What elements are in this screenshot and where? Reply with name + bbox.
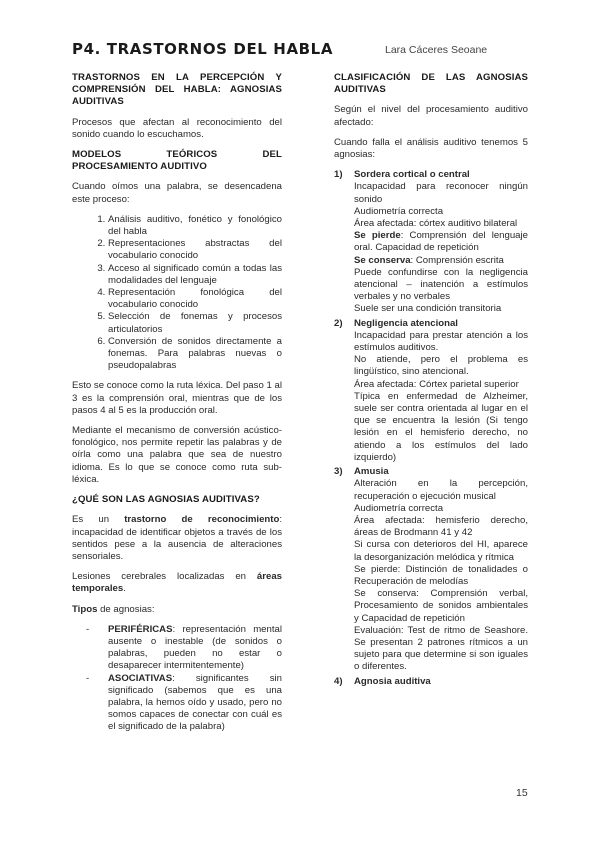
process-step: 6. Conversión de sonidos directamente a fonemas. Para palabras nuevas o pseudopalabras bbox=[108, 336, 282, 373]
agnosia-line: Si cursa con deterioros del HI, aparece la desorganización melódica y rítmica bbox=[354, 539, 528, 563]
agnosia-title: Amusia bbox=[354, 466, 389, 478]
lesion-post: . bbox=[123, 583, 126, 595]
agnosia-line: Alteración en la percepción, recuperación o ejecución musical bbox=[354, 478, 528, 502]
agnosia-keep bbox=[354, 255, 528, 267]
process-step: 4. Representación fonológica del vocabulario conocido bbox=[108, 287, 282, 311]
sublexical-route-paragraph: Mediante el mecanismo de conversión acústico-fonológico, nos permite repetir las palabras y de oírla como una palabra que sea de nuestro idioma. Es lo que se conoce como ruta sub-léxica. bbox=[72, 425, 282, 485]
process-step: 1. Análisis auditivo, fonético y fonológico del habla bbox=[108, 214, 282, 238]
page-header-author: Lara Cáceres Seoane bbox=[385, 44, 488, 56]
types-label: Tipos bbox=[72, 603, 98, 615]
agnosia-line: Suele ser una condición transitoria bbox=[354, 303, 502, 315]
agnosia-item-negligence bbox=[334, 318, 528, 464]
right-column bbox=[334, 72, 528, 690]
lose-label: Se pierde bbox=[354, 230, 401, 242]
classification-paragraph-1: Según el nivel del procesamiento auditivo afectado: bbox=[334, 104, 528, 128]
agnosia-types-list bbox=[72, 624, 282, 734]
agnosia-title: Sordera cortical o central bbox=[354, 169, 470, 181]
lexical-route-paragraph: Esto se conoce como la ruta léxica. Del paso 1 al 3 es la comprensión oral, mientras que de los pasos 4 al 5 es la producción oral. bbox=[72, 380, 282, 416]
page-header-title: P4. TRASTORNOS DEL HABLA bbox=[72, 40, 334, 58]
agnosia-line: Área afectada: hemisferio derecho, áreas de Brodmann 41 y 42 bbox=[354, 514, 528, 539]
section-heading-models: MODELOS TEÓRICOS DEL PROCESAMIENTO AUDITIVO bbox=[72, 149, 282, 173]
agnosia-line: Puede confundirse con la negligencia atencional – inatención a estímulos verbales y no verbales bbox=[354, 266, 528, 303]
section-heading-classification: CLASIFICACIÓN DE LAS AGNOSIAS AUDITIVAS bbox=[334, 72, 528, 96]
agnosia-number: 1) bbox=[334, 169, 343, 181]
lesion-area: áreas temporales bbox=[72, 571, 282, 595]
section-heading-agnosias: TRASTORNOS EN LA PERCEPCIÓN Y COMPRENSIÓN DEL HABLA: AGNOSIAS AUDITIVAS bbox=[72, 72, 282, 108]
agnosia-item-amusia bbox=[334, 466, 528, 673]
agnosia-line: Área afectada: córtex auditivo bilateral bbox=[354, 218, 518, 230]
process-step: 3. Acceso al significado común a todas las modalidades del lenguaje bbox=[108, 263, 282, 287]
agnosia-type-name: PERIFÉRICAS bbox=[108, 623, 173, 635]
lose-text: : Comprensión del lenguaje oral. Capacidad de repetición bbox=[354, 230, 528, 254]
agnosia-line: Evaluación: Test de ritmo de Seashore. Se presentan 2 patrones rítmicos a un sujeto para que determine si son iguales o diferentes. bbox=[354, 624, 528, 673]
page-number: 15 bbox=[516, 787, 528, 799]
agnosia-classification-list bbox=[334, 169, 528, 688]
agnosia-number: 4) bbox=[334, 675, 343, 687]
agnosia-type-item bbox=[86, 673, 282, 734]
process-step: 2. Representaciones abstractas del vocabulario conocido bbox=[108, 238, 282, 262]
agnosia-line: Se conserva: Comprensión verbal, Procesamiento de sonidos ambientales y Capacidad de repetición bbox=[354, 588, 528, 624]
types-intro bbox=[72, 604, 282, 616]
agnosia-line: Audiometría correcta bbox=[354, 502, 444, 514]
agnosia-title: Negligencia atencional bbox=[354, 317, 458, 329]
agnosia-line: Incapacidad para reconocer ningún sonido bbox=[354, 181, 528, 205]
definition-pre: Es un bbox=[72, 514, 125, 526]
agnosia-type-desc: : representación mental ausente o inestable (de sonidos o palabras, pueden no estar o desaparecer intermitentemente) bbox=[108, 623, 282, 672]
process-step: 5. Selección de fonemas y procesos articulatorios bbox=[108, 311, 282, 335]
lesion-pre: Lesiones cerebrales localizadas en bbox=[72, 571, 257, 583]
agnosia-item-auditory bbox=[334, 676, 528, 688]
keep-text: : Comprensión escrita bbox=[410, 254, 504, 266]
agnosia-type-name: ASOCIATIVAS bbox=[108, 672, 173, 684]
keep-label: Se conserva bbox=[354, 254, 411, 266]
agnosia-type-item bbox=[86, 624, 282, 673]
agnosia-line: Típica en enfermedad de Alzheimer, suele ser contra orientada al lugar en el que se encuentra la lesión (Si tengo lesión en el hemisferio derecho, no atiendo a los estímulos del lado izquierdo) bbox=[354, 390, 528, 463]
definition-post: : incapacidad de identificar objetos a través de los sentidos pese a la ausencia de alteraciones sensoriales. bbox=[72, 514, 282, 562]
agnosia-line: Área afectada: Córtex parietal superior bbox=[354, 378, 519, 390]
agnosia-line: No atiende, pero el problema es lingüístico, sino atencional. bbox=[354, 354, 528, 378]
types-intro-text: de agnosias: bbox=[97, 603, 155, 615]
left-column bbox=[72, 72, 282, 734]
definition-paragraph bbox=[72, 514, 282, 563]
process-steps-list bbox=[72, 214, 282, 373]
definition-term: trastorno de reconocimiento bbox=[124, 514, 280, 526]
agnosia-number: 3) bbox=[334, 466, 343, 478]
classification-paragraph-2: Cuando falla el análisis auditivo tenemos 5 agnosias: bbox=[334, 136, 528, 161]
agnosia-line: Incapacidad para prestar atención a los estímulos auditivos. bbox=[354, 329, 528, 354]
agnosia-line: Audiometría correcta bbox=[354, 205, 444, 217]
agnosia-item-cortical bbox=[334, 169, 528, 315]
intro-paragraph: Procesos que afectan al reconocimiento del sonido cuando lo escuchamos. bbox=[72, 116, 282, 140]
agnosia-line: Se pierde: Distinción de tonalidades o Recuperación de melodías bbox=[354, 563, 528, 587]
section-heading-what-are: ¿QUÉ SON LAS AGNOSIAS AUDITIVAS? bbox=[72, 494, 260, 506]
process-intro: Cuando oímos una palabra, se desencadena este proceso: bbox=[72, 181, 282, 205]
lesion-paragraph bbox=[72, 571, 282, 595]
agnosia-lose bbox=[354, 230, 528, 254]
agnosia-number: 2) bbox=[334, 317, 343, 329]
agnosia-type-desc: : significantes sin significado (sabemos que es una palabra, la hemos oído y usado, pero no somos capaces de conectar con cuál es el significado de la palabra) bbox=[108, 672, 282, 733]
agnosia-title: Agnosia auditiva bbox=[354, 675, 431, 687]
